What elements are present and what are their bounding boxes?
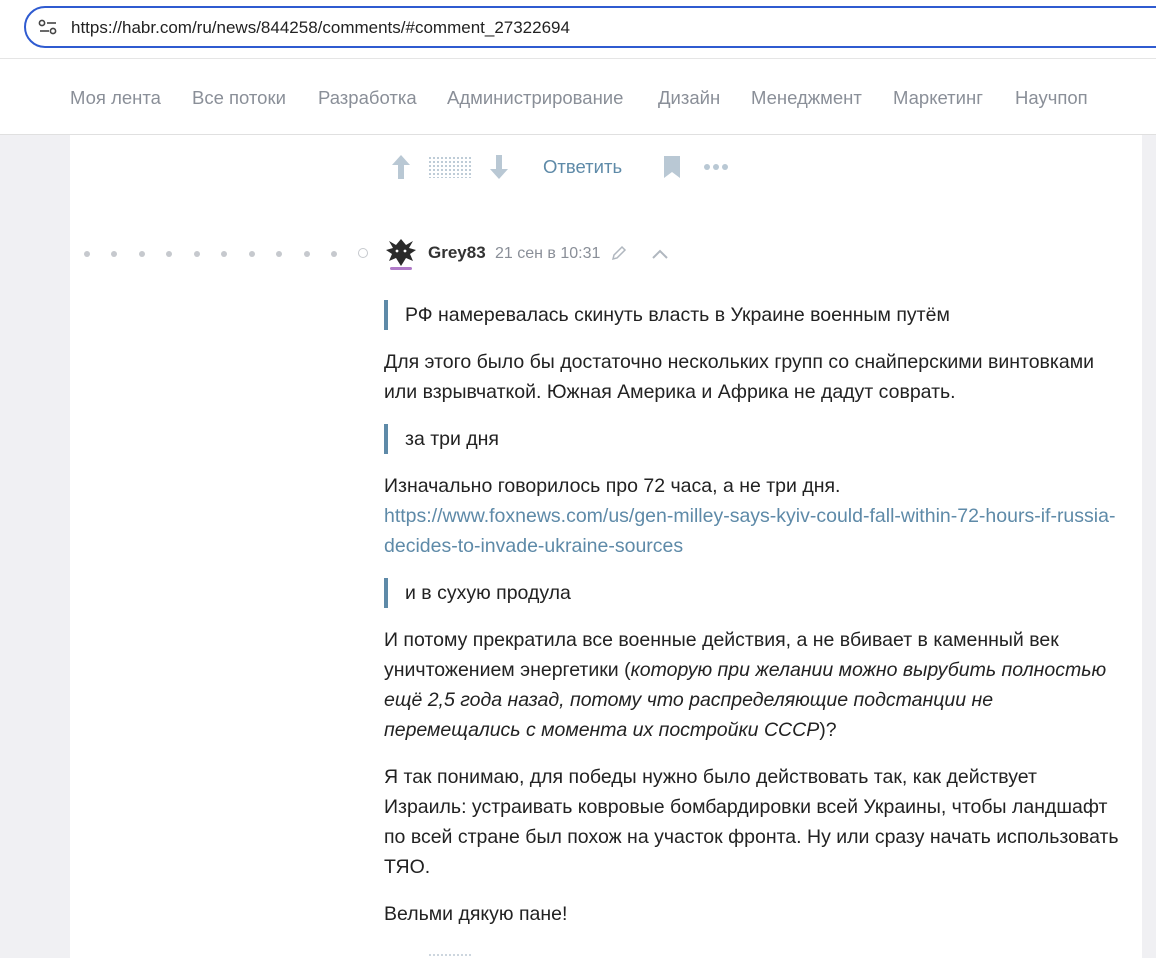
blockquote: РФ намеревалась скинуть власть в Украине военным путём [384, 300, 950, 330]
comment-paragraph: Я так понимаю, для победы нужно было действовать так, как действует Израиль: устраивать ковровые бомбардировки всей Украины, чтобы ландшафт по всей стране был похож на участок фронта. Ну или сразу начать использовать ТЯО. [384, 766, 1119, 878]
blockquote: и в сухую продула [384, 578, 571, 608]
comment-paragraph [384, 625, 1124, 745]
comment-author[interactable]: Grey83 [428, 243, 486, 262]
nav-item-design[interactable]: Дизайн [658, 87, 721, 108]
paragraph-text: Изначально говорилось про 72 часа, а не три дня. [384, 475, 841, 497]
nav-item-development[interactable]: Разработка [318, 87, 417, 108]
comment-time[interactable]: 21 сен в 10:31 [495, 245, 601, 262]
comment-paragraph [384, 471, 1124, 561]
upvote-icon[interactable] [390, 153, 412, 181]
avatar[interactable] [384, 236, 418, 272]
downvote-icon[interactable] [488, 153, 510, 181]
paragraph-text: )? [819, 719, 837, 741]
nav-item-all-streams[interactable]: Все потоки [192, 87, 286, 108]
more-icon[interactable] [703, 163, 729, 171]
collapse-icon[interactable] [651, 248, 669, 260]
thread-node-icon [358, 248, 368, 258]
browser-toolbar [0, 0, 1156, 58]
score-loading [428, 156, 472, 178]
next-score-loading [428, 953, 472, 958]
url-text[interactable]: https://habr.com/ru/news/844258/comments/#comment_27322694 [71, 18, 570, 37]
external-link[interactable]: https://www.foxnews.com/us/gen-milley-says-kyiv-could-fall-within-72-hours-if-russia-decides-to-invade-ukraine-sources [384, 505, 1116, 557]
edit-icon [610, 244, 628, 262]
nav-item-popsci[interactable]: Научпоп [1015, 87, 1088, 108]
tune-icon[interactable] [38, 19, 58, 35]
comment-actions [390, 150, 750, 184]
thread-indent-dots [80, 247, 380, 261]
address-bar[interactable] [24, 6, 1156, 48]
nav-item-management[interactable]: Менеджмент [751, 87, 862, 108]
hubs-nav [0, 58, 1156, 135]
reply-button[interactable]: Ответить [543, 156, 623, 177]
nav-item-my-feed[interactable]: Моя лента [70, 87, 161, 108]
blockquote: за три дня [384, 424, 499, 454]
nav-item-administration[interactable]: Администрирование [447, 87, 624, 108]
paragraph-text: И потому прекратила все военные действия, а не вбивает в каменный век уничтожением энергетики ( [384, 629, 1059, 681]
bookmark-icon[interactable] [663, 155, 681, 179]
comment-paragraph: Вельми дякую пане! [384, 903, 568, 925]
comment-paragraph: Для этого было бы достаточно нескольких групп со снайперскими винтовками или взрывчаткой. Южная Америка и Африка не дадут соврать. [384, 351, 1095, 403]
nav-item-marketing[interactable]: Маркетинг [893, 87, 983, 108]
italic-text: которую при желании можно вырубить полностью ещё 2,5 года назад, потому что распределяющие подстанции не перемещались с момента их постройки СССР [384, 659, 1107, 741]
